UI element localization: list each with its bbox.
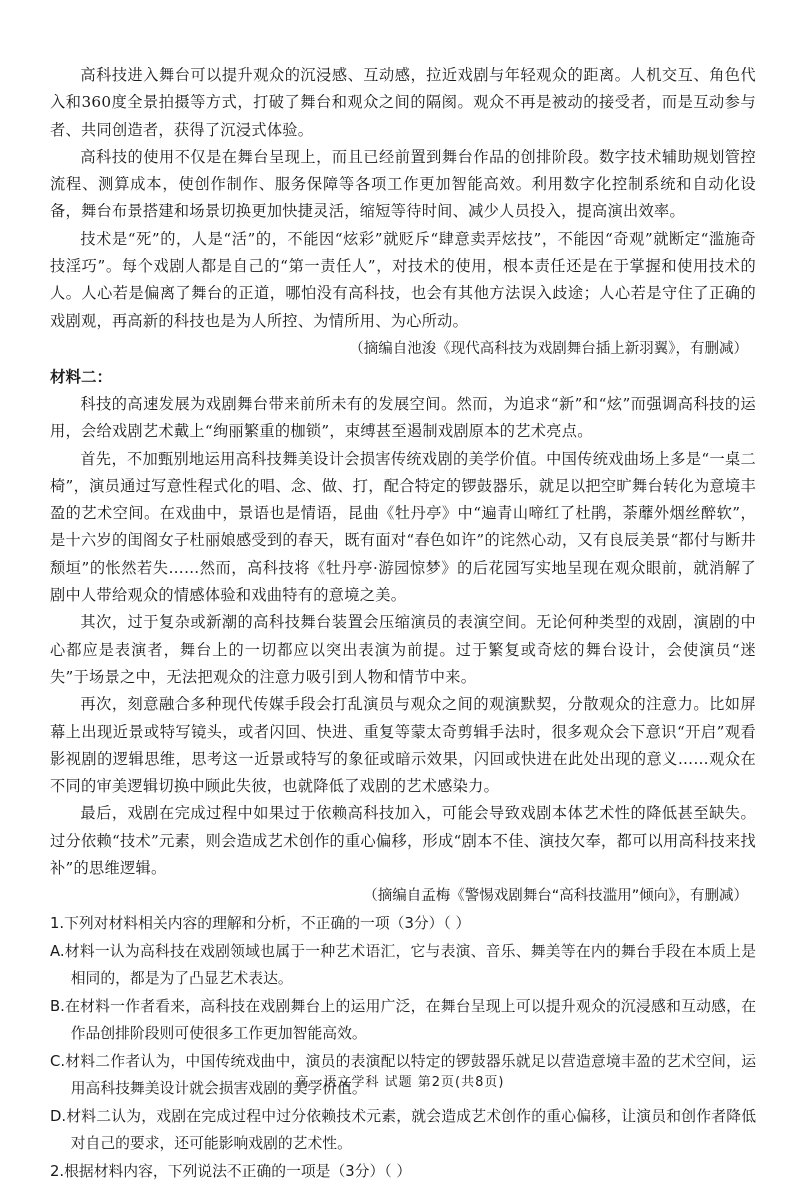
material-one-paragraph: 高科技的使用不仅是在舞台呈现上，而且已经前置到舞台作品的创排阶段。数字技术辅助规划管控流程、测算成本，使创作制作、服务保障等各项工作更加智能高效。利用数字化控制系统和自动化设备，舞台布景搭建和场景切换更加快捷灵活，缩短等待时间、减少人员投入，提高演出效率。 [50,147,756,221]
page-footer: 高一语文学科 试题 第2页(共8页) [295,1075,505,1090]
question-stem: 2.根据材料内容，下列说法不正确的一项是（3分）（ ） [50,1162,412,1180]
material-two-paragraph: 最后，戏剧在完成过程中如果过于依赖高科技加入，可能会导致戏剧本体艺术性的降低甚至缺失。过分依赖“技术”元素，则会造成艺术创作的重心偏移，形成“剧本不佳、演技欠奉，都可以用高科技来找补”的思维逻辑。 [50,804,756,878]
question-two [50,1158,756,1185]
material-two-section [50,363,756,910]
option-c: C.材料二作者认为，中国传统戏曲中，演员的表演配以特定的锣鼓器乐就足以营造意境丰盈的艺术空间，运用高科技舞美设计就会损害戏剧的美学价值。 [50,1052,756,1098]
material-one-paragraph: 技术是“死”的，人是“活”的，不能因“炫彩”就贬斥“肆意卖弄炫技”，不能因“奇观”就断定“滥施奇技淫巧”。每个戏剧人都是自己的“第一责任人”，对技术的使用，根本责任还是在于掌握和使用技术的人。人心若是偏离了舞台的正道，哪怕没有高科技，也会有其他方法误入歧途；人心若是守住了正确的戏剧观，再高新的科技也是为人所控、为情所用、为心所动。 [50,229,756,330]
question-stem: 1.下列对材料相关内容的理解和分析，不正确的一项（3分）（ ） [50,915,471,933]
material-one-source: （摘编自池浚《现代高科技为戏剧舞台插上新羽翼》，有删减） [349,340,748,357]
question-one [50,910,756,1158]
page-body [50,62,756,1185]
material-two-paragraph: 科技的高速发展为戏剧舞台带来前所未有的发展空间。然而，为追求“新”和“炫”而强调高科技的运用，会给戏剧艺术戴上“绚丽繁重的枷锁”，束缚甚至遏制戏剧原本的艺术亮点。 [50,394,756,441]
option-d: D.材料二认为，戏剧在完成过程中过分依赖技术元素，就会造成艺术创作的重心偏移，让演员和创作者降低对自己的要求，还可能影响戏剧的艺术性。 [50,1107,756,1153]
material-one-section [50,62,756,363]
material-two-paragraph: 其次，过于复杂或新潮的高科技舞台装置会压缩演员的表演空间。无论何种类型的戏剧，演剧的中心都应是表演者，舞台上的一切都应以突出表演为前提。过于繁复或奇炫的舞台设计，会使演员“迷失”于场景之中，无法把观众的注意力吸引到人物和情节中来。 [50,613,756,686]
material-two-paragraph: 首先，不加甄别地运用高科技舞美设计会损害传统戏剧的美学价值。中国传统戏曲场上多是“一桌二椅”，演员通过写意性程式化的唱、念、做、打，配合特定的锣鼓器乐，就足以把空旷舞台转化为意境丰盈的艺术空间。在戏曲中，景语也是情语，昆曲《牡丹亭》中“遍青山啼红了杜鹃，荼蘼外烟丝醉软”，是十六岁的闺阁女子杜丽娘感受到的春天，既有面对“春色如许”的诧然心动，又有良辰美景“都付与断井颓垣”的怅然若失……然而，高科技将《牡丹亭·游园惊梦》的后花园写实地呈现在观众眼前，就消解了剧中人带给观众的情感体验和戏曲特有的意境之美。 [50,449,756,605]
material-two-source: （摘编自孟梅《警惕戏剧舞台“高科技滥用”倾向》，有删减） [363,888,748,905]
material-one-paragraph: 高科技进入舞台可以提升观众的沉浸感、互动感，拉近戏剧与年轻观众的距离。人机交互、角色代入和360度全景拍摄等方式，打破了舞台和观众之间的隔阂。观众不再是被动的接受者，而是互动参与者、共同创造者，获得了沉浸式体验。 [50,66,756,139]
option-b: B.在材料一作者看来，高科技在戏剧舞台上的运用广泛，在舞台呈现上可以提升观众的沉浸感和互动感，在作品创排阶段则可使很多工作更加智能高效。 [50,997,756,1043]
option-a: A.材料一认为高科技在戏剧领域也属于一种艺术语汇，它与表演、音乐、舞美等在内的舞台手段在本质上是相同的，都是为了凸显艺术表达。 [50,942,756,988]
material-two-heading: 材料二： [50,367,113,386]
material-two-paragraph: 再次，刻意融合多种现代传媒手段会打乱演员与观众之间的观演默契，分散观众的注意力。比如屏幕上出现近景或特写镜头，或者闪回、快进、重复等蒙太奇剪辑手法时，很多观众会下意识“开启”观看影视剧的逻辑思维，思考这一近景或特写的象征或暗示效果，闪回或快进在此处出现的意义……观众在不同的审美逻辑切换中顾此失彼，也就降低了戏剧的艺术感染力。 [50,695,756,796]
